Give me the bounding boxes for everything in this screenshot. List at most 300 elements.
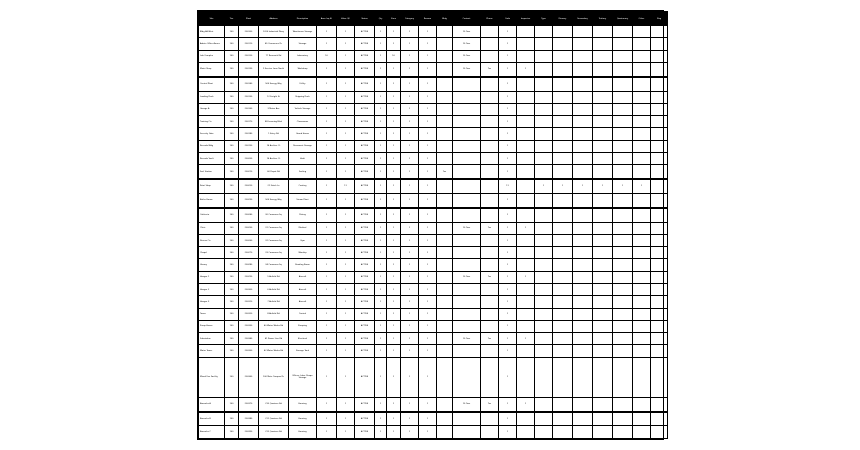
table-cell: ACTIVE [355,320,375,332]
table-cell: Dining [289,208,317,222]
column-header[interactable]: Primary [553,12,573,26]
column-header[interactable]: Code [499,12,517,26]
table-cell [453,165,481,179]
column-header[interactable]: Area (sq ft) [317,12,337,26]
table-cell: 100 [225,38,239,50]
table-cell: Cafeteria [199,208,225,222]
table-cell [535,320,553,332]
table-cell [553,426,573,439]
table-cell: Hangar 1 [199,271,225,283]
table-cell [481,345,499,357]
table-cell: 1 [337,308,355,320]
table-cell [437,152,453,164]
table-cell [613,128,633,140]
table-cell [651,152,668,164]
table-cell [437,333,453,345]
table-cell: ACTIVE [355,397,375,411]
table-cell: 1 [613,179,633,193]
column-header[interactable]: Type [535,12,553,26]
column-header[interactable]: Plant [239,12,259,26]
column-header[interactable]: Value ($) [337,12,355,26]
table-cell [651,333,668,345]
table-cell [553,152,573,164]
table-row[interactable] [199,193,668,207]
table-cell [517,26,535,38]
table-row[interactable] [199,208,668,222]
column-header[interactable]: Inspector [517,12,535,26]
table-row[interactable] [199,308,668,320]
table-cell: Control [289,308,317,320]
table-cell [593,345,613,357]
table-cell: 1 [387,357,401,397]
table-cell: Garage A [199,103,225,115]
table-cell [651,50,668,62]
table-row[interactable] [199,50,668,62]
table-cell [437,193,453,207]
table-cell [553,193,573,207]
table-cell [453,320,481,332]
table-cell: 100 Main Campus Dr [259,357,289,397]
table-row[interactable] [199,271,668,283]
table-cell: Barracks C [199,426,225,439]
table-cell: 200150 [239,91,259,103]
table-cell [481,128,499,140]
table-cell: 200190 [239,140,259,152]
table-cell: 1 [317,128,337,140]
table-cell: 1 [375,208,387,222]
table-cell [481,320,499,332]
table-cell [437,222,453,234]
table-cell: 1 [337,116,355,128]
table-cell: 1 [337,38,355,50]
table-cell: 1 [387,140,401,152]
table-row[interactable] [199,165,668,179]
table-cell: ACTIVE [355,412,375,426]
table-cell [553,62,573,76]
table-cell [437,271,453,283]
table-cell: 1 [419,128,437,140]
table-cell [593,271,613,283]
table-cell: 100 [225,165,239,179]
table-row[interactable] [199,91,668,103]
table-cell: 100 [225,26,239,38]
table-row[interactable] [199,234,668,246]
table-cell: 1 [317,62,337,76]
table-cell: 1 [375,397,387,411]
table-cell [613,426,633,439]
table-cell: 1 [337,397,355,411]
table-cell: Classrooms [289,116,317,128]
table-cell: 1 [499,333,517,345]
table-cell [633,38,651,50]
table-cell: 1 [387,208,401,222]
table-cell: 200130 [239,62,259,76]
table-cell: 1 [401,140,419,152]
table-cell [553,247,573,259]
table-cell [593,62,613,76]
table-cell [453,234,481,246]
table-cell: 1 [375,357,387,397]
table-cell [553,222,573,234]
table-row[interactable] [199,397,668,411]
table-cell [453,357,481,397]
table-cell [535,50,553,62]
table-cell: ACTIVE [355,193,375,207]
table-cell [633,357,651,397]
table-row[interactable] [199,77,668,91]
table-cell [453,103,481,115]
table-row[interactable] [199,38,668,50]
table-row[interactable] [199,357,668,397]
table-cell: Yes [481,62,499,76]
table-cell [437,128,453,140]
table-cell: 1 [499,296,517,308]
table-cell: 1 [419,234,437,246]
table-cell: 1 [375,116,387,128]
table-row[interactable] [199,426,668,439]
table-cell [437,308,453,320]
table-cell: 1 [401,333,419,345]
table-cell: 1 [387,308,401,320]
table-cell: Fuel Station [199,165,225,179]
table-cell: 1 [499,77,517,91]
column-header[interactable]: Site [199,12,225,26]
table-row[interactable] [199,222,668,234]
table-row[interactable] [199,152,668,164]
table-cell: 1 [317,426,337,439]
table-cell [651,259,668,271]
table-cell: Coating [289,179,317,193]
table-cell [593,320,613,332]
table-cell: 10 [387,50,401,62]
table-cell: 1 [419,50,437,62]
table-row[interactable] [199,247,668,259]
table-cell: Aircraft [289,296,317,308]
table-cell [573,296,593,308]
table-cell: 3 Motor Ave [259,103,289,115]
table-cell: 1 [337,26,355,38]
column-header[interactable]: Category [401,12,419,26]
table-cell: 1 [419,357,437,397]
table-cell: Barracks B [199,412,225,426]
table-cell: 100 [225,62,239,76]
table-cell: 1 [499,412,517,426]
table-cell: 1 [499,397,517,411]
table-cell: 200290 [239,271,259,283]
table-cell [633,345,651,357]
table-cell [517,128,535,140]
table-cell: 1 [401,116,419,128]
table-cell: Clinic [199,222,225,234]
column-header[interactable]: Tier [225,12,239,26]
table-cell: Storage [289,38,317,50]
column-header[interactable]: Phone [481,12,499,26]
table-cell: 1 [517,271,535,283]
table-cell: 1 [499,284,517,296]
table-cell [437,38,453,50]
table-cell: 1 [337,140,355,152]
table-cell: 1 [419,320,437,332]
table-cell: 1 [375,296,387,308]
table-cell [535,26,553,38]
table-cell [573,271,593,283]
table-cell [481,103,499,115]
table-cell: 1 [401,152,419,164]
table-cell [481,50,499,62]
table-cell [453,259,481,271]
table-cell: 10 Year [453,38,481,50]
table-cell [633,152,651,164]
table-cell [535,412,553,426]
column-header[interactable]: Address [259,12,289,26]
table-cell: 1 [337,91,355,103]
table-cell: 1 [401,165,419,179]
table-cell [437,296,453,308]
table-cell [517,412,535,426]
table-cell [481,308,499,320]
table-cell [651,284,668,296]
table-cell [573,357,593,397]
table-cell: 1 [317,193,337,207]
table-cell [517,308,535,320]
table-cell: 100 [225,426,239,439]
table-cell: 1 [387,116,401,128]
table-cell: 100 [225,234,239,246]
table-cell [481,152,499,164]
table-row[interactable] [199,412,668,426]
table-cell [633,320,651,332]
table-cell [481,91,499,103]
table-cell: 1 [337,77,355,91]
table-cell: 1 [517,333,535,345]
table-cell: 1 [337,103,355,115]
table-cell: Reading Room [289,259,317,271]
table-cell: 1 [401,397,419,411]
table-cell [651,77,668,91]
table-cell: 1 [499,271,517,283]
column-header[interactable]: Qty [375,12,387,26]
table-cell: Loading Dock [199,91,225,103]
table-cell: Yes [481,222,499,234]
table-cell [593,333,613,345]
table-cell: 1 [401,412,419,426]
table-row[interactable] [199,140,668,152]
table-cell: 1 [387,26,401,38]
table-cell [437,62,453,76]
table-cell: ACTIVE [355,62,375,76]
column-header[interactable]: Other [633,12,651,26]
column-header[interactable]: Contact [453,12,481,26]
table-cell: 1 [375,345,387,357]
table-cell: 10 [317,50,337,62]
table-cell [573,222,593,234]
table-cell [437,103,453,115]
table-cell: 1 [387,38,401,50]
table-cell [481,77,499,91]
table-row[interactable] [199,296,668,308]
table-cell: ACTIVE [355,234,375,246]
table-cell: 1 [499,152,517,164]
table-cell: 60 Depot Rd [259,165,289,179]
table-row[interactable] [199,320,668,332]
table-cell [633,308,651,320]
table-cell: 1 [337,234,355,246]
table-cell [517,140,535,152]
table-cell: 100 [225,208,239,222]
table-row[interactable] [199,103,668,115]
column-header[interactable]: Secondary [573,12,593,26]
column-header[interactable]: Description [289,12,317,26]
table-cell [437,247,453,259]
table-cell: 100 [225,271,239,283]
table-cell: 1 [337,50,355,62]
table-cell [535,62,553,76]
column-header[interactable]: Quaternary [613,12,633,26]
column-header[interactable]: Flag [651,12,668,26]
table-cell: 1 [387,412,401,426]
table-cell: 1 [387,128,401,140]
table-cell [633,412,651,426]
table-row[interactable] [199,259,668,271]
table-cell: Offices, Labs, Shops, Storage [289,357,317,397]
table-cell [517,247,535,259]
table-row[interactable] [199,128,668,140]
table-cell [613,91,633,103]
table-cell [553,345,573,357]
table-cell: 1 [375,193,387,207]
table-cell: Fueling [289,165,317,179]
table-cell: 212 Quarters Rd [259,426,289,439]
column-header[interactable]: Status [355,12,375,26]
data-table [198,11,668,439]
table-cell [535,222,553,234]
table-cell [437,50,453,62]
table-cell [573,208,593,222]
table-cell: 1 [499,50,517,62]
table-cell: 7 Airfield Rd [259,296,289,308]
table-cell: Substation [199,333,225,345]
table-cell: 1 [419,296,437,308]
table-cell [573,247,593,259]
table-cell: 8 Airfield Rd [259,308,289,320]
table-cell: 1 [499,222,517,234]
table-cell [535,208,553,222]
table-cell [613,38,633,50]
table-cell [593,357,613,397]
column-header[interactable]: Reason [419,12,437,26]
table-row[interactable] [199,26,668,38]
table-cell [593,308,613,320]
table-cell: 1 [317,247,337,259]
table-cell: 1 [419,103,437,115]
table-cell [453,179,481,193]
table-cell [517,103,535,115]
table-cell [535,426,553,439]
table-cell [651,179,668,193]
table-row[interactable] [199,116,668,128]
table-cell [573,128,593,140]
table-cell: 1 [401,234,419,246]
table-cell: Laboratory [289,50,317,62]
table-cell: 1 [375,62,387,76]
table-cell: 1 [387,397,401,411]
table-cell: 200180 [239,128,259,140]
table-cell: 1 [337,62,355,76]
table-cell: 33 Commons Sq [259,247,289,259]
table-row[interactable] [199,179,668,193]
table-cell: 1 [633,179,651,193]
table-cell [437,208,453,222]
table-cell: 1 [317,271,337,283]
table-cell [651,62,668,76]
column-header[interactable]: Zone [387,12,401,26]
table-cell [593,165,613,179]
table-cell [553,296,573,308]
table-cell: 210 Quarters Rd [259,397,289,411]
table-cell [535,38,553,50]
table-cell: 11 [499,179,517,193]
table-row[interactable] [199,62,668,76]
table-cell [651,320,668,332]
table-cell [553,397,573,411]
table-cell [437,91,453,103]
table-cell: 100 [225,91,239,103]
table-cell: 1 [499,26,517,38]
table-cell [651,247,668,259]
table-cell [593,296,613,308]
table-cell [613,259,633,271]
table-cell: 1 [517,222,535,234]
table-cell [651,357,668,397]
table-row[interactable] [199,345,668,357]
table-cell: 1 [401,296,419,308]
table-cell: 200120 [239,50,259,62]
table-cell: 100 [225,116,239,128]
table-cell [553,208,573,222]
table-cell: 1 [317,397,337,411]
table-cell [481,140,499,152]
table-cell [633,259,651,271]
table-cell: Steam Plant [289,193,317,207]
table-cell: 1 [401,128,419,140]
table-cell [651,426,668,439]
table-row[interactable] [199,284,668,296]
table-cell [613,345,633,357]
table-cell: Utility [289,77,317,91]
table-cell: 1 [387,333,401,345]
table-cell: 1 [337,271,355,283]
table-cell: 1 [317,26,337,38]
table-cell: 1 [401,50,419,62]
table-cell: 1 [499,426,517,439]
table-cell: 1 [375,222,387,234]
table-cell [651,308,668,320]
table-cell [573,345,593,357]
column-header[interactable]: Bldg [437,12,453,26]
table-cell [651,103,668,115]
table-cell [535,165,553,179]
table-cell: 1 [337,320,355,332]
table-cell: 100 [225,296,239,308]
table-cell [633,208,651,222]
column-header[interactable]: Tertiary [593,12,613,26]
table-row[interactable] [199,333,668,345]
table-cell: 100 [225,222,239,234]
table-cell: 200320 [239,308,259,320]
table-cell [437,26,453,38]
table-cell [593,234,613,246]
table-cell [613,193,633,207]
